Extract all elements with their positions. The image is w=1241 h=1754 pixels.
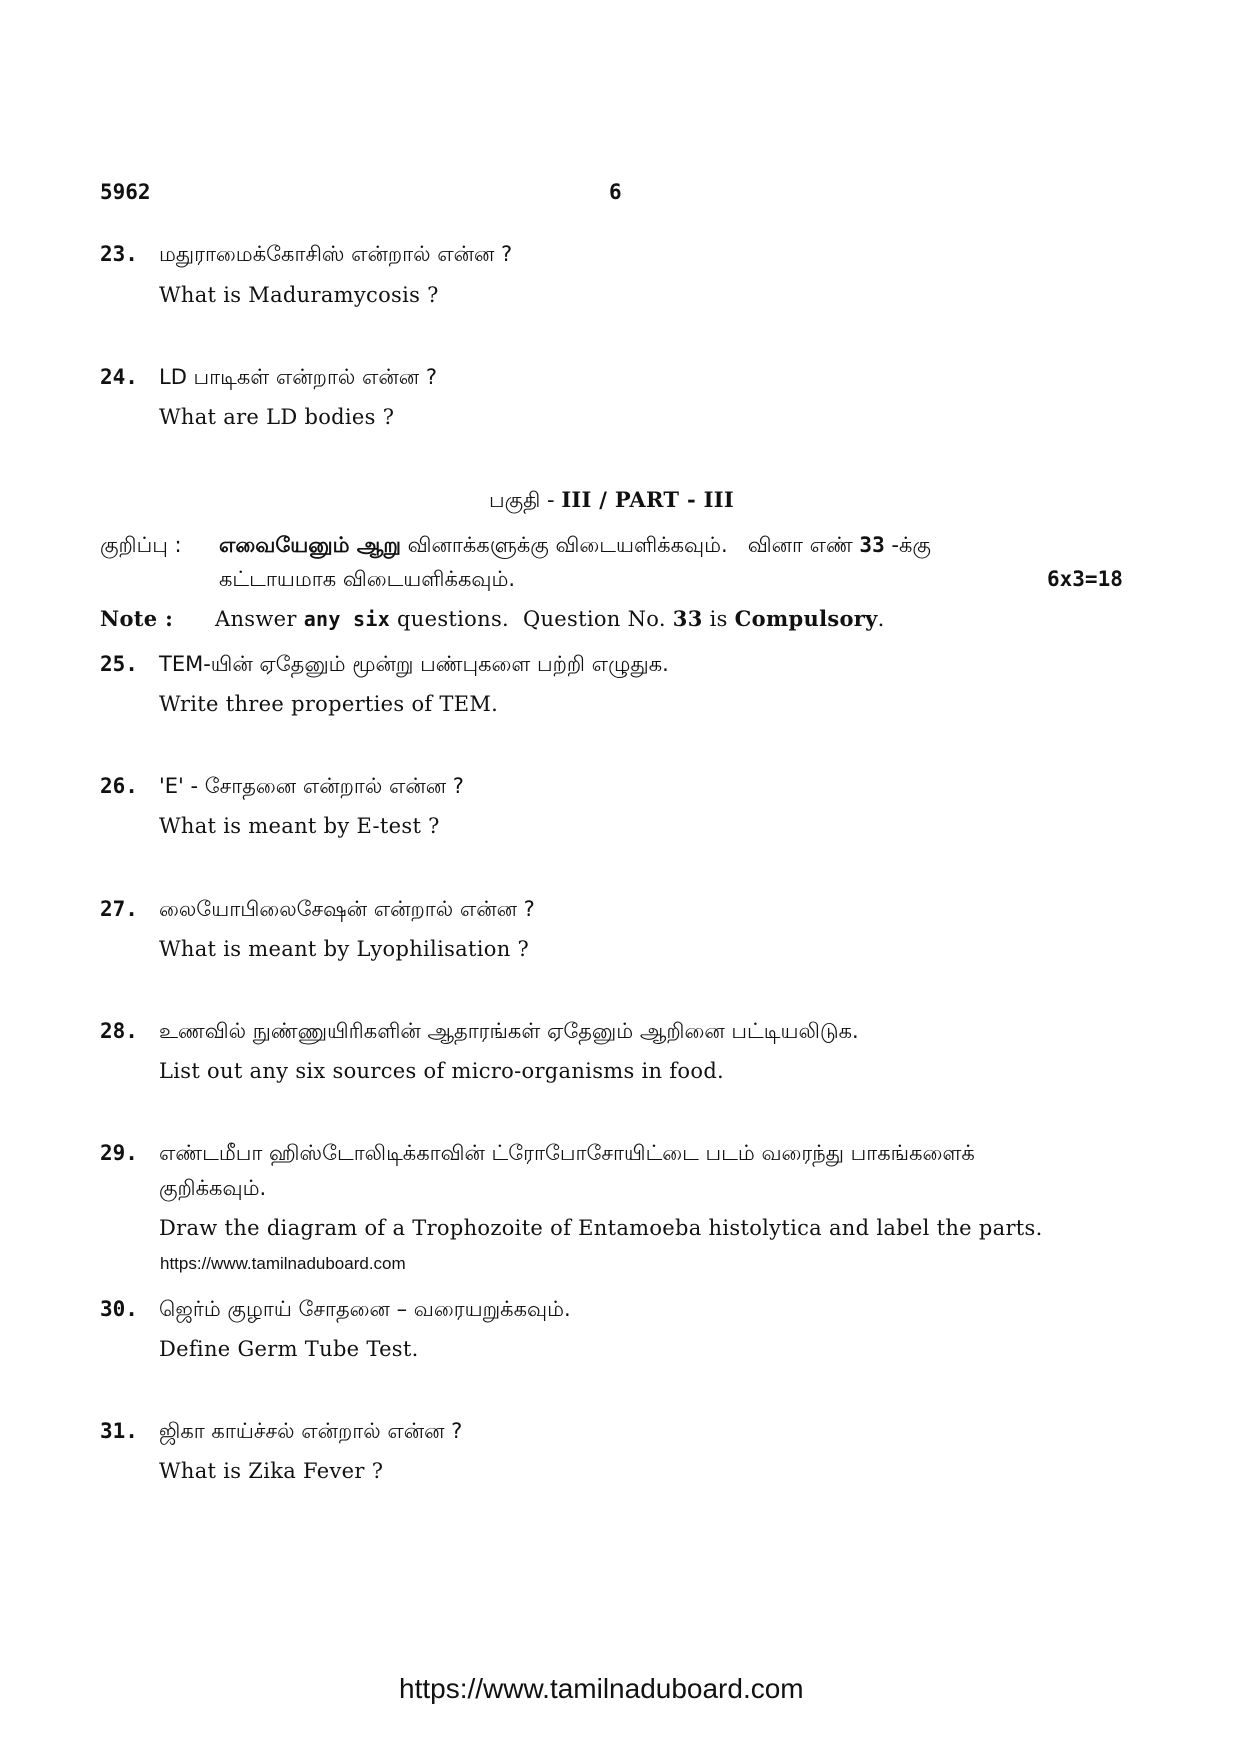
question-english: What is meant by E-test ? [159,814,440,838]
question-english: What are LD bodies ? [159,405,395,429]
question-tamil: 'E' - சோதனை என்றால் என்ன ? [159,774,464,798]
question-tamil-line2: குறிக்கவும். [159,1176,267,1200]
instruction-suffix: -க்கு [884,533,931,557]
question-english: Define Germ Tube Test. [159,1337,419,1361]
marks-scheme: 6x3=18 [1047,567,1123,591]
question-english: List out any six sources of micro-organisms in food. [159,1059,725,1083]
instruction-tamil-line1 [219,533,931,560]
instruction-text: வினாக்களுக்கு விடையளிக்கவும். வினா எண் [400,533,860,557]
question-tamil: ஜெர்ம் குழாய் சோதனை – வரையறுக்கவும். [159,1297,571,1321]
question-number: 24. [100,365,138,389]
question-number: 28. [100,1019,138,1043]
question-english: What is Maduramycosis ? [159,283,439,307]
question-number: 31. [100,1419,138,1443]
footer-url: https://www.tamilnaduboard.com [399,1673,804,1704]
watermark-url: https://www.tamilnaduboard.com [160,1254,406,1273]
question-english: Draw the diagram of a Trophozoite of Entamoeba histolytica and label the parts. [159,1216,1043,1240]
part-heading [489,487,734,515]
part-heading-roman: III / PART - III [561,487,734,512]
instruction-label-tamil: குறிப்பு : [100,533,182,557]
question-english: What is meant by Lyophilisation ? [159,937,530,961]
note-mid2: is [702,607,735,631]
question-number: 26. [100,774,138,798]
note-bold-compulsory: Compulsory [734,606,878,631]
question-tamil: உணவில் நுண்ணுயிரிகளின் ஆதாரங்கள் ஏதேனும் ஆறினை பட்டியலிடுக. [159,1019,859,1043]
note-mid: questions. Question No. [390,607,673,631]
question-tamil: எண்டமீபா ஹிஸ்டோலிடிக்காவின் ட்ரோபோசோயிட்டை படம் வரைந்து பாகங்களைக் [159,1141,975,1165]
note-text [215,606,885,631]
question-tamil: LD பாடிகள் என்றால் என்ன ? [159,365,437,389]
question-english: What is Zika Fever ? [159,1459,384,1483]
instruction-bold-number: 33 [859,533,885,557]
note-label [100,606,173,631]
note-label-text: Note : [100,606,174,631]
question-number: 29. [100,1141,138,1165]
question-number: 27. [100,897,138,921]
instruction-bold: எவையேனும் ஆறு [219,533,401,557]
paper-code: 5962 [100,180,151,204]
question-tamil: ஜிகா காய்ச்சல் என்றால் என்ன ? [159,1419,463,1443]
note-bold-number: 33 [672,606,703,631]
part-heading-tamil: பகுதி - [489,488,562,512]
question-number: 30. [100,1297,138,1321]
page-number: 6 [609,180,622,204]
note-pre: Answer [215,607,304,631]
question-tamil: TEM-யின் ஏதேனும் மூன்று பண்புகளை பற்றி எழுதுக. [159,652,669,676]
question-tamil: மதுராமைக்கோசிஸ் என்றால் என்ன ? [159,242,513,266]
question-number: 23. [100,242,138,266]
note-end: . [877,607,885,631]
question-tamil: லையோபிலைசேஷன் என்றால் என்ன ? [159,897,535,921]
question-number: 25. [100,652,138,676]
question-english: Write three properties of TEM. [159,692,499,716]
instruction-tamil-line2: கட்டாயமாக விடையளிக்கவும். [219,567,516,591]
note-bold-any-six: any six [303,607,391,631]
